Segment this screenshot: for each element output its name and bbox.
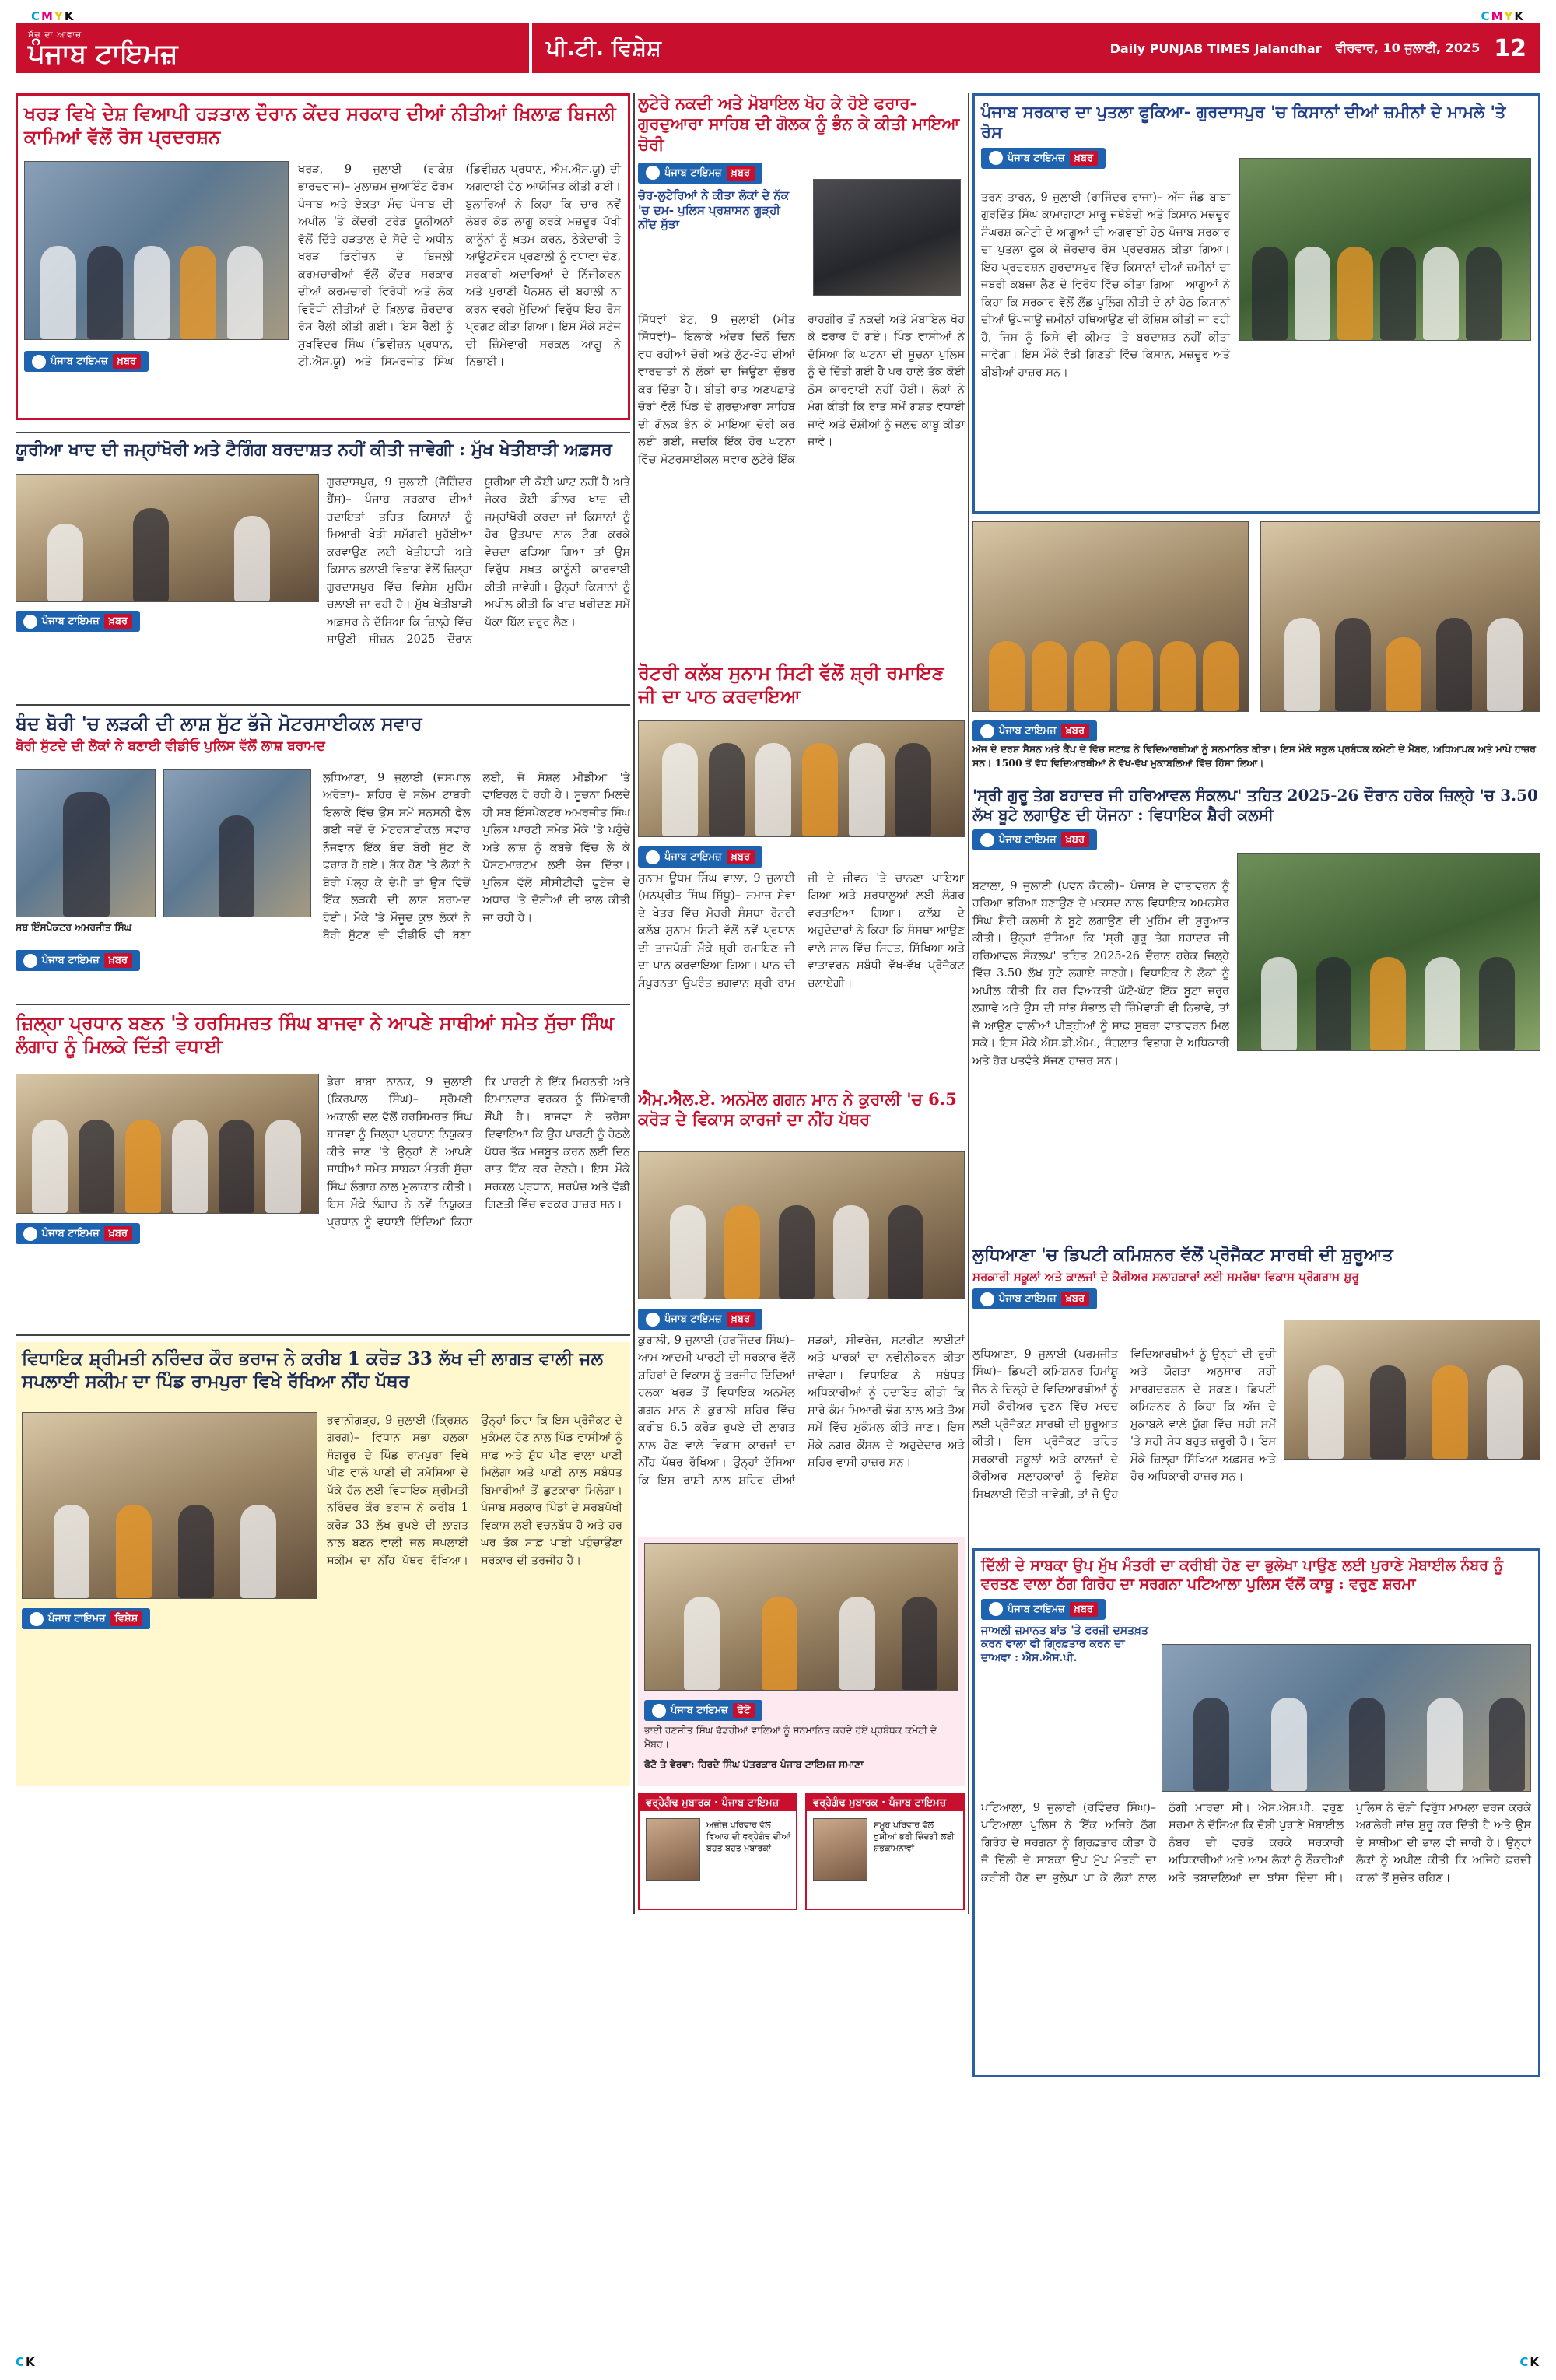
headline: ਦਿੱਲੀ ਦੇ ਸਾਬਕਾ ਉਪ ਮੁੱਖ ਮੰਤਰੀ ਦਾ ਕਰੀਬੀ ਹੋਣ ਦਾ ਭੁਲੇਖਾ ਪਾਉਣ ਲਈ ਪੁਰਾਣੇ ਮੋਬਾਈਲ ਨੰਬਰ ਨੂੰ ਵਰਤਣ ਵਾਲਾ ਠੱਗ ਗਿਰੋਹ ਦਾ ਸਰਗਨਾ ਪਟਿਆਲਾ ਪੁਲਿਸ ਵੱਲੋਂ ਕਾਬੂ : ਵਰੁਣ ਸ਼ਰਮਾ <box>981 1557 1504 1593</box>
article-body: ਪਟਿਆਲਾ, 9 ਜੁਲਾਈ (ਰਵਿੰਦਰ ਸਿੰਘ)– ਪਟਿਆਲਾ ਪੁਲਿਸ ਨੇ ਇੱਕ ਅਜਿਹੇ ਠੱਗ ਗਿਰੋਹ ਦੇ ਸਰਗਨਾ ਨੂੰ ਗ੍ਰਿਫ਼ਤਾਰ ਕੀਤਾ ਹੈ ਜੋ ਦਿੱਲੀ ਦੇ ਸਾਬਕਾ ਉਪ ਮੁੱਖ ਮੰਤਰੀ ਦਾ ਕਰੀਬੀ ਹੋਣ ਦਾ ਭੁਲੇਖਾ ਪਾ ਕੇ ਲੋਕਾਂ ਨਾਲ ਠੱਗੀ ਮਾਰਦਾ ਸੀ। ਐਸ.ਐਸ.ਪੀ. ਵਰੁਣ ਸ਼ਰਮਾ ਨੇ ਦੱਸਿਆ ਕਿ ਦੋਸ਼ੀ ਪੁਰਾਣੇ ਮੋਬਾਈਲ ਨੰਬਰ ਦੀ ਵਰਤੋਂ ਕਰਕੇ ਸਰਕਾਰੀ ਅਧਿਕਾਰੀਆਂ ਅਤੇ ਆਮ ਲੋਕਾਂ ਨੂੰ ਨੌਕਰੀਆਂ ਅਤੇ ਤਬਾਦਲਿਆਂ ਦਾ ਝਾਂਸਾ ਦਿੰਦਾ ਸੀ। ਪੁਲਿਸ ਨੇ ਦੋਸ਼ੀ ਵਿਰੁੱਧ ਮਾਮਲਾ ਦਰਜ ਕਰਕੇ ਅਗਲੇਰੀ ਜਾਂਚ ਸ਼ੁਰੂ ਕਰ ਦਿੱਤੀ ਹੈ ਅਤੇ ਉਸ ਦੇ ਸਾਥੀਆਂ ਦੀ ਭਾਲ ਵੀ ਜਾਰੀ ਹੈ। ਉਨ੍ਹਾਂ ਲੋਕਾਂ ਨੂੰ ਅਪੀਲ ਕੀਤੀ ਕਿ ਅਜਿਹੇ ਫ਼ਰਜ਼ੀ ਕਾਲਾਂ ਤੋਂ ਸੁਚੇਤ ਰਹਿਣ। <box>981 1802 1531 1884</box>
article-body: ਗੁਰਦਾਸਪੁਰ, 9 ਜੁਲਾਈ (ਜੋਗਿੰਦਰ ਬੈਂਸ)– ਪੰਜਾਬ ਸਰਕਾਰ ਦੀਆਂ ਹਦਾਇਤਾਂ ਤਹਿਤ ਕਿਸਾਨਾਂ ਨੂੰ ਮਿਆਰੀ ਖੇਤੀ ਸਮੱਗਰੀ ਮੁਹੱਈਆ ਕਰਵਾਉਣ ਲਈ ਖੇਤੀਬਾੜੀ ਅਤੇ ਕਿਸਾਨ ਭਲਾਈ ਵਿਭਾਗ ਵੱਲੋਂ ਜ਼ਿਲ੍ਹਾ ਗੁਰਦਾਸਪੁਰ ਵਿੱਚ ਵਿਸ਼ੇਸ਼ ਮੁਹਿੰਮ ਚਲਾਈ ਜਾ ਰਹੀ ਹੈ। ਮੁੱਖ ਖੇਤੀਬਾੜੀ ਅਫ਼ਸਰ ਨੇ ਦੱਸਿਆ ਕਿ ਜ਼ਿਲ੍ਹੇ ਵਿੱਚ ਸਾਉਣੀ ਸੀਜ਼ਨ 2025 ਦੌਰਾਨ ਯੂਰੀਆ ਦੀ ਕੋਈ ਘਾਟ ਨਹੀਂ ਹੈ ਅਤੇ ਜੇਕਰ ਕੋਈ ਡੀਲਰ ਖਾਦ ਦੀ ਜਮ੍ਹਾਂਖੋਰੀ ਕਰਦਾ ਜਾਂ ਕਿਸਾਨਾਂ ਨੂੰ ਹੋਰ ਉਤਪਾਦ ਨਾਲ ਟੈਗ ਕਰਕੇ ਵੇਚਦਾ ਫੜਿਆ ਗਿਆ ਤਾਂ ਉਸ ਵਿਰੁੱਧ ਸਖ਼ਤ ਕਾਨੂੰਨੀ ਕਾਰਵਾਈ ਕੀਤੀ ਜਾਵੇਗੀ। ਉਨ੍ਹਾਂ ਕਿਸਾਨਾਂ ਨੂੰ ਅਪੀਲ ਕੀਤੀ ਕਿ ਖਾਦ ਖਰੀਦਣ ਸਮੇਂ ਪੱਕਾ ਬਿੱਲ ਜ਼ਰੂਰ ਲੈਣ। <box>327 476 630 647</box>
article-water-scheme <box>16 1342 630 1786</box>
photo-sub-inspector <box>16 769 156 917</box>
headline: ਜ਼ਿਲ੍ਹਾ ਪ੍ਰਧਾਨ ਬਣਨ 'ਤੇ ਹਰਸਿਮਰਤ ਸਿੰਘ ਬਾਜਵਾ ਨੇ ਆਪਣੇ ਸਾਥੀਆਂ ਸਮੇਤ ਸੁੱਚਾ ਸਿੰਘ ਲੰਗਾਹ ਨੂੰ ਮਿਲਕੇ ਦਿੱਤੀ ਵਧਾਈ <box>16 1011 614 1057</box>
photo-students-award <box>1260 521 1540 712</box>
article-tree-plantation <box>972 786 1540 1237</box>
byline: ਪੰਜਾਬ ਟਾਇਮਜ਼ ਖ਼ਬਰ <box>981 148 1106 169</box>
edition-meta <box>1110 35 1526 62</box>
photo-tree-planting <box>1237 853 1540 1051</box>
brand-icon <box>980 724 994 738</box>
brand-icon <box>989 151 1003 165</box>
byline: ਪੰਜਾਬ ਟਾਇਮਜ਼ ਖ਼ਬਰ <box>972 829 1097 850</box>
issue-date: ਵੀਰਵਾਰ, 10 ਜੁਲਾਈ, 2025 <box>1335 40 1481 55</box>
article-gurbani <box>638 1537 965 1786</box>
brand-icon <box>23 615 37 629</box>
subhead: ਸਰਕਾਰੀ ਸਕੂਲਾਂ ਅਤੇ ਕਾਲਜਾਂ ਦੇ ਕੈਰੀਅਰ ਸਲਾਹਕਾਰਾਂ ਲਈ ਸਮਰੱਥਾ ਵਿਕਾਸ ਪ੍ਰੋਗਰਾਮ ਸ਼ੁਰੂ <box>972 1269 1359 1284</box>
article-effigy <box>972 93 1540 514</box>
section-bar <box>529 23 1540 73</box>
byline: ਪੰਜਾਬ ਟਾਇਮਜ਼ ਖ਼ਬਰ <box>16 950 140 971</box>
section-title: ਪੀ.ਟੀ. ਵਿਸ਼ੇਸ਼ <box>546 35 661 61</box>
article-body: ਖਰੜ, 9 ਜੁਲਾਈ (ਰਾਕੇਸ਼ ਭਾਰਦਵਾਜ)– ਮੁਲਾਜ਼ਮ ਜੁਆਇੰਟ ਫੋਰਮ ਪੰਜਾਬ ਅਤੇ ਏਕਤਾ ਮੰਚ ਪੰਜਾਬ ਦੀ ਅਪੀਲ 'ਤੇ ਕੇਂਦਰੀ ਟਰੇਡ ਯੂਨੀਅਨਾਂ ਵੱਲੋਂ ਦਿੱਤੇ ਹੜਤਾਲ ਦੇ ਸੱਦੇ ਦੇ ਅਧੀਨ ਖਰੜ ਡਿਵੀਜ਼ਨ ਦੇ ਬਿਜਲੀ ਕਰਮਚਾਰੀਆਂ ਵੱਲੋਂ ਕੇਂਦਰ ਸਰਕਾਰ ਦੀਆਂ ਕਰਮਚਾਰੀ ਵਿਰੋਧੀ ਅਤੇ ਲੋਕ ਵਿਰੋਧੀ ਨੀਤੀਆਂ ਦੇ ਖ਼ਿਲਾਫ਼ ਜ਼ੋਰਦਾਰ ਰੋਸ ਰੈਲੀ ਕੀਤੀ ਗਈ। ਇਸ ਰੈਲੀ ਨੂੰ ਸੁਖਵਿੰਦਰ ਸਿੰਘ (ਡਿਵੀਜ਼ਨ ਪ੍ਰਧਾਨ, ਟੀ.ਐਸ.ਯੂ) ਅਤੇ ਸਿਮਰਜੀਤ ਸਿੰਘ (ਡਿਵੀਜ਼ਨ ਪ੍ਰਧਾਨ, ਐਮ.ਐਸ.ਯੂ) ਦੀ ਅਗਵਾਈ ਹੇਠ ਆਯੋਜਿਤ ਕੀਤੀ ਗਈ। ਬੁਲਾਰਿਆਂ ਨੇ ਕਿਹਾ ਕਿ ਚਾਰ ਨਵੇਂ ਲੇਬਰ ਕੋਡ ਲਾਗੂ ਕਰਕੇ ਮਜ਼ਦੂਰ ਪੱਖੀ ਕਾਨੂੰਨਾਂ ਨੂੰ ਖ਼ਤਮ ਕਰਨ, ਠੇਕੇਦਾਰੀ ਤੇ ਆਊਟਸੋਰਸ ਪ੍ਰਣਾਲੀ ਨੂੰ ਵਧਾਵਾ ਦੇਣ, ਸਰਕਾਰੀ ਅਦਾਰਿਆਂ ਦੇ ਨਿੱਜੀਕਰਨ ਅਤੇ ਪੁਰਾਣੀ ਪੈਨਸ਼ਨ ਦੀ ਬਹਾਲੀ ਨਾ ਕਰਨ ਵਰਗੇ ਮੁੱਦਿਆਂ ਵਿਰੁੱਧ ਇਹ ਰੋਸ ਪ੍ਰਗਟ ਕੀਤਾ ਗਿਆ। ਇਸ ਮੌਕੇ ਸਟੇਜ ਦੀ ਜ਼ਿੰਮੇਵਾਰੀ ਸਰਕਲ ਆਗੂ ਨੇ ਨਿਭਾਈ। <box>298 163 621 369</box>
brand-icon <box>980 1292 994 1306</box>
brand-icon <box>646 1313 660 1327</box>
headline: ਰੋਟਰੀ ਕਲੱਬ ਸੁਨਾਮ ਸਿਟੀ ਵੱਲੋਂ ਸ਼੍ਰੀ ਰਮਾਇਣ ਜੀ ਦਾ ਪਾਠ ਕਰਵਾਇਆ <box>638 661 944 707</box>
article-saarthi <box>972 1245 1540 1541</box>
brand-icon <box>980 833 994 847</box>
byline: ਪੰਜਾਬ ਟਾਇਮਜ਼ ਵਿਸ਼ੇਸ਼ <box>22 1608 150 1629</box>
article-power-protest <box>16 93 630 420</box>
headline: ਲੁਧਿਆਣਾ 'ਚ ਡਿਪਟੀ ਕਮਿਸ਼ਨਰ ਵੱਲੋਂ ਪ੍ਰੋਜੈਕਟ ਸਾਰਥੀ ਦੀ ਸ਼ੁਰੂਆਤ <box>972 1245 1393 1265</box>
article-body: ਬਟਾਲਾ, 9 ਜੁਲਾਈ (ਪਵਨ ਕੋਹਲੀ)– ਪੰਜਾਬ ਦੇ ਵਾਤਾਵਰਨ ਨੂੰ ਹਰਿਆ ਭਰਿਆ ਬਣਾਉਣ ਦੇ ਮਕਸਦ ਨਾਲ ਵਿਧਾਇਕ ਅਮਨਸ਼ੇਰ ਸਿੰਘ ਸ਼ੈਰੀ ਕਲਸੀ ਨੇ ਬੂਟੇ ਲਗਾਉਣ ਦੀ ਮੁਹਿੰਮ ਦੀ ਸ਼ੁਰੂਆਤ ਕੀਤੀ। ਉਨ੍ਹਾਂ ਦੱਸਿਆ ਕਿ 'ਸ੍ਰੀ ਗੁਰੂ ਤੇਗ ਬਹਾਦਰ ਜੀ ਹਰਿਆਵਲ ਸੰਕਲਪ' ਤਹਿਤ 2025-26 ਦੌਰਾਨ ਹਰੇਕ ਜ਼ਿਲ੍ਹੇ ਵਿੱਚ 3.50 ਲੱਖ ਬੂਟੇ ਲਗਾਏ ਜਾਣਗੇ। ਵਿਧਾਇਕ ਨੇ ਲੋਕਾਂ ਨੂੰ ਅਪੀਲ ਕੀਤੀ ਕਿ ਹਰ ਵਿਅਕਤੀ ਘੱਟੋ-ਘੱਟ ਇੱਕ ਬੂਟਾ ਜ਼ਰੂਰ ਲਗਾਵੇ ਅਤੇ ਉਸ ਦੀ ਸਾਂਭ ਸੰਭਾਲ ਦੀ ਜ਼ਿੰਮੇਵਾਰੀ ਵੀ ਨਿਭਾਵੇ, ਤਾਂ ਜੋ ਆਉਣ ਵਾਲੀਆਂ ਪੀੜ੍ਹੀਆਂ ਨੂੰ ਸਾਫ਼ ਸੁਥਰਾ ਵਾਤਾਵਰਨ ਮਿਲ ਸਕੇ। ਇਸ ਮੌਕੇ ਐਸ.ਡੀ.ਐਮ., ਜੰਗਲਾਤ ਵਿਭਾਗ ਦੇ ਅਧਿਕਾਰੀ ਅਤੇ ਹੋਰ ਪਤਵੰਤੇ ਸੱਜਣ ਹਾਜ਼ਰ ਸਨ। <box>972 880 1229 1067</box>
subhead: ਬੋਰੀ ਸੁੱਟਦੇ ਦੀ ਲੋਕਾਂ ਨੇ ਬਣਾਈ ਵੀਡੀਓ ਪੁਲਿਸ ਵੱਲੋਂ ਲਾਸ਼ ਬਰਾਮਦ <box>16 738 325 754</box>
logo-name: ਪੰਜਾਬ ਟਾਇਮਜ਼ <box>28 38 178 69</box>
byline: ਪੰਜਾਬ ਟਾਇਮਜ਼ ਖ਼ਬਰ <box>972 720 1097 741</box>
cmyk-mark-top-left: CMYK <box>31 9 75 23</box>
photo-motorcycle <box>163 769 311 917</box>
photo-saarthi-launch <box>1284 1320 1540 1460</box>
article-cm-fraud <box>972 1548 1540 2077</box>
article-body: ਲੁਧਿਆਣਾ, 9 ਜੁਲਾਈ (ਪਰਮਜੀਤ ਸਿੰਘ)– ਡਿਪਟੀ ਕਮਿਸ਼ਨਰ ਹਿਮਾਂਸ਼ੂ ਜੈਨ ਨੇ ਜ਼ਿਲ੍ਹੇ ਦੇ ਵਿਦਿਆਰਥੀਆਂ ਨੂੰ ਸਹੀ ਕੈਰੀਅਰ ਚੁਣਨ ਵਿੱਚ ਮਦਦ ਲਈ ਪ੍ਰੋਜੈਕਟ ਸਾਰਥੀ ਦੀ ਸ਼ੁਰੂਆਤ ਕੀਤੀ। ਇਸ ਪ੍ਰੋਜੈਕਟ ਤਹਿਤ ਸਰਕਾਰੀ ਸਕੂਲਾਂ ਅਤੇ ਕਾਲਜਾਂ ਦੇ ਕੈਰੀਅਰ ਸਲਾਹਕਾਰਾਂ ਨੂੰ ਵਿਸ਼ੇਸ਼ ਸਿਖਲਾਈ ਦਿੱਤੀ ਜਾਵੇਗੀ, ਤਾਂ ਜੋ ਉਹ ਵਿਦਿਆਰਥੀਆਂ ਨੂੰ ਉਨ੍ਹਾਂ ਦੀ ਰੁਚੀ ਅਤੇ ਯੋਗਤਾ ਅਨੁਸਾਰ ਸਹੀ ਮਾਰਗਦਰਸ਼ਨ ਦੇ ਸਕਣ। ਡਿਪਟੀ ਕਮਿਸ਼ਨਰ ਨੇ ਕਿਹਾ ਕਿ ਅੱਜ ਦੇ ਮੁਕਾਬਲੇ ਵਾਲੇ ਯੁੱਗ ਵਿੱਚ ਸਹੀ ਸਮੇਂ 'ਤੇ ਸਹੀ ਸੇਧ ਬਹੁਤ ਜ਼ਰੂਰੀ ਹੈ। ਇਸ ਮੌਕੇ ਜ਼ਿਲ੍ਹਾ ਸਿੱਖਿਆ ਅਫ਼ਸਰ ਅਤੇ ਹੋਰ ਅਧਿਕਾਰੀ ਹਾਜ਼ਰ ਸਨ। <box>972 1348 1276 1501</box>
brand-icon <box>652 1704 666 1718</box>
brand-icon <box>646 166 660 180</box>
congrats-ad-1 <box>638 1793 797 1910</box>
photo-credit: ਫੋਟੋ ਤੇ ਵੇਰਵਾ: ਹਿਰਦੇ ਸਿੰਘ ਪੱਤਰਕਾਰ ਪੰਜਾਬ ਟਾਇਮਜ਼ ਸਮਾਣਾ <box>644 1758 864 1770</box>
photo-effigy-protest <box>1239 158 1531 341</box>
brand-icon <box>23 954 37 968</box>
congrats-text: ਅਜ਼ੀਜ਼ ਪਰਿਵਾਰ ਵੱਲੋਂ ਵਿਆਹ ਦੀ ਵਰ੍ਹੇਗੰਢ ਦੀਆਂ ਬਹੁਤ ਬਹੁਤ ਮੁਬਾਰਕਾਂ <box>706 1820 791 1853</box>
subhead: ਚੋਰ-ਲੁਟੇਰਿਆਂ ਨੇ ਕੀਤਾ ਲੋਕਾਂ ਦੇ ਨੱਕ 'ਚ ਦਮ- ਪੁਲਿਸ ਪ੍ਰਸ਼ਾਸਨ ਗੂੜ੍ਹੀ ਨੀਂਦ ਸੁੱਤਾ <box>638 188 790 232</box>
byline: ਪੰਜਾਬ ਟਾਇਮਜ਼ ਖ਼ਬਰ <box>638 846 762 868</box>
byline: ਪੰਜਾਬ ਟਾਇਮਜ਼ ਖ਼ਬਰ <box>16 611 140 632</box>
byline: ਪੰਜਾਬ ਟਾਇਮਜ਼ ਖ਼ਬਰ <box>972 1288 1097 1309</box>
brand-icon <box>30 1612 44 1626</box>
congrats-text: ਸਮੂਹ ਪਰਿਵਾਰ ਵੱਲੋਂ ਖੁਸ਼ੀਆਂ ਭਰੀ ਜ਼ਿੰਦਗੀ ਲਈ ਸ਼ੁਭਕਾਮਨਾਵਾਂ <box>874 1820 955 1853</box>
photo-foundation-stone <box>638 1151 965 1299</box>
article-body-found <box>16 712 630 996</box>
article-body: ਲੁਧਿਆਣਾ, 9 ਜੁਲਾਈ (ਜਸਪਾਲ ਅਰੋੜਾ)– ਸ਼ਹਿਰ ਦੇ ਸਲੇਮ ਟਾਬਰੀ ਇਲਾਕੇ ਵਿੱਚ ਉਸ ਸਮੇਂ ਸਨਸਨੀ ਫੈਲ ਗਈ ਜਦੋਂ ਦੋ ਮੋਟਰਸਾਈਕਲ ਸਵਾਰ ਨੌਜਵਾਨ ਇੱਕ ਬੰਦ ਬੋਰੀ ਸੁੱਟ ਕੇ ਫਰਾਰ ਹੋ ਗਏ। ਸ਼ੱਕ ਹੋਣ 'ਤੇ ਲੋਕਾਂ ਨੇ ਬੋਰੀ ਖੋਲ੍ਹ ਕੇ ਦੇਖੀ ਤਾਂ ਉਸ ਵਿੱਚੋਂ ਇੱਕ ਲੜਕੀ ਦੀ ਲਾਸ਼ ਬਰਾਮਦ ਹੋਈ। ਮੌਕੇ 'ਤੇ ਮੌਜੂਦ ਕੁਝ ਲੋਕਾਂ ਨੇ ਬੋਰੀ ਸੁੱਟਣ ਦੀ ਵੀਡੀਓ ਵੀ ਬਣਾ ਲਈ, ਜੋ ਸੋਸ਼ਲ ਮੀਡੀਆ 'ਤੇ ਵਾਇਰਲ ਹੋ ਰਹੀ ਹੈ। ਸੂਚਨਾ ਮਿਲਦੇ ਹੀ ਸਬ ਇੰਸਪੈਕਟਰ ਅਮਰਜੀਤ ਸਿੰਘ ਪੁਲਿਸ ਪਾਰਟੀ ਸਮੇਤ ਮੌਕੇ 'ਤੇ ਪਹੁੰਚੇ ਅਤੇ ਲਾਸ਼ ਨੂੰ ਕਬਜ਼ੇ ਵਿੱਚ ਲੈ ਕੇ ਪੋਸਟਮਾਰਟਮ ਲਈ ਭੇਜ ਦਿੱਤਾ। ਪੁਲਿਸ ਵੱਲੋਂ ਸੀਸੀਟੀਵੀ ਫੁਟੇਜ ਦੇ ਅਧਾਰ 'ਤੇ ਦੋਸ਼ੀਆਂ ਦੀ ਭਾਲ ਕੀਤੀ ਜਾ ਰਹੀ ਹੈ। <box>323 772 630 942</box>
byline: ਪੰਜਾਬ ਟਾਇਮਜ਼ ਫੋਟੋ <box>644 1700 762 1721</box>
article-bajwa <box>16 1011 630 1323</box>
byline: ਪੰਜਾਬ ਟਾਇਮਜ਼ ਖ਼ਬਰ <box>16 1223 140 1244</box>
headline: ਖਰੜ ਵਿਖੇ ਦੇਸ਼ ਵਿਆਪੀ ਹੜਤਾਲ ਦੌਰਾਨ ਕੇਂਦਰ ਸਰਕਾਰ ਦੀਆਂ ਨੀਤੀਆਂ ਖ਼ਿਲਾਫ਼ ਬਿਜਲੀ ਕਾਮਿਆਂ ਵੱਲੋਂ ਰੋਸ ਪ੍ਰਦਰਸ਼ਨ <box>24 102 616 148</box>
footer-print-marks: CK CK <box>16 2355 1540 2369</box>
photo-police-press <box>1162 1644 1531 1792</box>
article-students <box>972 521 1540 778</box>
article-body: ਕੁਰਾਲੀ, 9 ਜੁਲਾਈ (ਹਰਜਿੰਦਰ ਸਿੰਘ)– ਆਮ ਆਦਮੀ ਪਾਰਟੀ ਦੀ ਸਰਕਾਰ ਵੱਲੋਂ ਸ਼ਹਿਰਾਂ ਦੇ ਵਿਕਾਸ ਨੂੰ ਤਰਜੀਹ ਦਿੰਦਿਆਂ ਹਲਕਾ ਖਰੜ ਤੋਂ ਵਿਧਾਇਕ ਅਨਮੋਲ ਗਗਨ ਮਾਨ ਨੇ ਕੁਰਾਲੀ ਸ਼ਹਿਰ ਵਿੱਚ ਕਰੀਬ 6.5 ਕਰੋੜ ਰੁਪਏ ਦੀ ਲਾਗਤ ਨਾਲ ਹੋਣ ਵਾਲੇ ਵਿਕਾਸ ਕਾਰਜਾਂ ਦਾ ਨੀਂਹ ਪੱਥਰ ਰੱਖਿਆ। ਉਨ੍ਹਾਂ ਦੱਸਿਆ ਕਿ ਇਸ ਰਾਸ਼ੀ ਨਾਲ ਸ਼ਹਿਰ ਦੀਆਂ ਸੜਕਾਂ, ਸੀਵਰੇਜ, ਸਟਰੀਟ ਲਾਈਟਾਂ ਅਤੇ ਪਾਰਕਾਂ ਦਾ ਨਵੀਨੀਕਰਨ ਕੀਤਾ ਜਾਵੇਗਾ। ਵਿਧਾਇਕ ਨੇ ਸਬੰਧਤ ਅਧਿਕਾਰੀਆਂ ਨੂੰ ਹਦਾਇਤ ਕੀਤੀ ਕਿ ਸਾਰੇ ਕੰਮ ਮਿਆਰੀ ਢੰਗ ਨਾਲ ਅਤੇ ਤੈਅ ਸਮੇਂ ਵਿੱਚ ਮੁਕੰਮਲ ਕੀਤੇ ਜਾਣ। ਇਸ ਮੌਕੇ ਨਗਰ ਕੌਂਸਲ ਦੇ ਅਹੁਦੇਦਾਰ ਅਤੇ ਸ਼ਹਿਰ ਵਾਸੀ ਹਾਜ਼ਰ ਸਨ। <box>638 1334 965 1487</box>
article-body: ਸੁਨਾਮ ਊਧਮ ਸਿੰਘ ਵਾਲਾ, 9 ਜੁਲਾਈ (ਮਨਪ੍ਰੀਤ ਸਿੰਘ ਸਿੱਧੂ)– ਸਮਾਜ ਸੇਵਾ ਦੇ ਖੇਤਰ ਵਿੱਚ ਮੋਹਰੀ ਸੰਸਥਾ ਰੋਟਰੀ ਕਲੱਬ ਸੁਨਾਮ ਸਿਟੀ ਵੱਲੋਂ ਨਵੇਂ ਪ੍ਰਧਾਨ ਦੀ ਤਾਜਪੋਸ਼ੀ ਮੌਕੇ ਸ਼੍ਰੀ ਰਮਾਇਣ ਜੀ ਦਾ ਪਾਠ ਕਰਵਾਇਆ ਗਿਆ। ਪਾਠ ਦੀ ਸੰਪੂਰਨਤਾ ਉਪਰੰਤ ਭਗਵਾਨ ਸ਼੍ਰੀ ਰਾਮ ਜੀ ਦੇ ਜੀਵਨ 'ਤੇ ਚਾਨਣਾ ਪਾਇਆ ਗਿਆ ਅਤੇ ਸ਼ਰਧਾਲੂਆਂ ਲਈ ਲੰਗਰ ਵਰਤਾਇਆ ਗਿਆ। ਕਲੱਬ ਦੇ ਅਹੁਦੇਦਾਰਾਂ ਨੇ ਕਿਹਾ ਕਿ ਸੰਸਥਾ ਆਉਣ ਵਾਲੇ ਸਾਲ ਵਿੱਚ ਸਿਹਤ, ਸਿੱਖਿਆ ਅਤੇ ਵਾਤਾਵਰਨ ਸਬੰਧੀ ਵੱਖ-ਵੱਖ ਪ੍ਰੋਜੈਕਟ ਚਲਾਏਗੀ। <box>638 872 965 990</box>
byline: ਪੰਜਾਬ ਟਾਇਮਜ਼ ਖ਼ਬਰ <box>638 163 762 184</box>
photo-honour-ceremony <box>644 1543 958 1691</box>
page-number: 12 <box>1494 34 1526 62</box>
congrats-header: ਵਰ੍ਹੇਗੰਢ ਮੁਬਾਰਕ · ਪੰਜਾਬ ਟਾਇਮਜ਼ <box>640 1795 796 1811</box>
congrats-header: ਵਰ੍ਹੇਗੰਢ ਮੁਬਾਰਕ · ਪੰਜਾਬ ਟਾਇਮਜ਼ <box>807 1795 963 1811</box>
article-urea <box>16 440 630 700</box>
headline: 'ਸ੍ਰੀ ਗੁਰੂ ਤੇਗ ਬਹਾਦਰ ਜੀ ਹਰਿਆਵਲ ਸੰਕਲਪ' ਤਹਿਤ 2025-26 ਦੌਰਾਨ ਹਰੇਕ ਜ਼ਿਲ੍ਹੇ 'ਚ 3.50 ਲੱਖ ਬੂਟੇ ਲਗਾਉਣ ਦੀ ਯੋਜਨਾ : ਵਿਧਾਇਕ ਸ਼ੈਰੀ ਕਲਸੀ <box>972 786 1538 824</box>
brand-icon <box>23 1227 37 1241</box>
headline: ਐਮ.ਐਲ.ਏ. ਅਨਮੋਲ ਗਗਨ ਮਾਨ ਨੇ ਕੁਰਾਲੀ 'ਚ 6.5 ਕਰੋੜ ਦੇ ਵਿਕਾਸ ਕਾਰਜਾਂ ਦਾ ਨੀਂਹ ਪੱਥਰ <box>638 1089 957 1130</box>
headline: ਬੰਦ ਬੋਰੀ 'ਚ ਲੜਕੀ ਦੀ ਲਾਸ਼ ਸੁੱਟ ਭੱਜੇ ਮੋਟਰਸਾਈਕਲ ਸਵਾਰ <box>16 712 422 734</box>
newspaper-logo <box>16 23 529 73</box>
article-kurali <box>638 1089 965 1525</box>
photo-caption: ਅੱਜ ਦੇ ਦਰਸ਼ ਸੈਸ਼ਨ ਅਤੇ ਕੈਂਪ ਦੇ ਵਿੱਚ ਸਟਾਫ਼ ਨੇ ਵਿਦਿਆਰਥੀਆਂ ਨੂੰ ਸਨਮਾਨਿਤ ਕੀਤਾ। ਇਸ ਮੌਕੇ ਸਕੂਲ ਪ੍ਰਬੰਧਕ ਕਮੇਟੀ ਦੇ ਮੈਂਬਰ, ਅਧਿਆਪਕ ਅਤੇ ਮਾਪੇ ਹਾਜ਼ਰ ਸਨ। 1500 ਤੋਂ ਵੱਧ ਵਿਦਿਆਰਥੀਆਂ ਨੇ ਵੱਖ-ਵੱਖ ਮੁਕਾਬਲਿਆਂ ਵਿੱਚ ਹਿੱਸਾ ਲਿਆ। <box>972 743 1537 769</box>
paper-name: Daily PUNJAB TIMES Jalandhar <box>1109 40 1322 56</box>
masthead <box>16 23 1540 73</box>
headline: ਵਿਧਾਇਕ ਸ਼੍ਰੀਮਤੀ ਨਰਿੰਦਰ ਕੌਰ ਭਰਾਜ ਨੇ ਕਰੀਬ 1 ਕਰੋੜ 33 ਲੱਖ ਦੀ ਲਾਗਤ ਵਾਲੀ ਜਲ ਸਪਲਾਈ ਸਕੀਮ ਦਾ ਪਿੰਡ ਰਾਮਪੁਰਾ ਵਿਖੇ ਰੱਖਿਆ ਨੀਂਹ ਪੱਥਰ <box>22 1348 604 1392</box>
article-body: ਭਵਾਨੀਗੜ੍ਹ, 9 ਜੁਲਾਈ (ਕ੍ਰਿਸ਼ਨ ਗਰਗ)– ਵਿਧਾਨ ਸਭਾ ਹਲਕਾ ਸੰਗਰੂਰ ਦੇ ਪਿੰਡ ਰਾਮਪੁਰਾ ਵਿਖੇ ਪੀਣ ਵਾਲੇ ਪਾਣੀ ਦੀ ਸਮੱਸਿਆ ਦੇ ਪੱਕੇ ਹੱਲ ਲਈ ਵਿਧਾਇਕ ਸ਼੍ਰੀਮਤੀ ਨਰਿੰਦਰ ਕੌਰ ਭਰਾਜ ਨੇ ਕਰੀਬ 1 ਕਰੋੜ 33 ਲੱਖ ਰੁਪਏ ਦੀ ਲਾਗਤ ਨਾਲ ਬਣਨ ਵਾਲੀ ਜਲ ਸਪਲਾਈ ਸਕੀਮ ਦਾ ਨੀਂਹ ਪੱਥਰ ਰੱਖਿਆ। ਉਨ੍ਹਾਂ ਕਿਹਾ ਕਿ ਇਸ ਪ੍ਰੋਜੈਕਟ ਦੇ ਮੁਕੰਮਲ ਹੋਣ ਨਾਲ ਪਿੰਡ ਵਾਸੀਆਂ ਨੂੰ ਸਾਫ਼ ਅਤੇ ਸ਼ੁੱਧ ਪੀਣ ਵਾਲਾ ਪਾਣੀ ਮਿਲੇਗਾ ਅਤੇ ਪਾਣੀ ਨਾਲ ਸਬੰਧਤ ਬਿਮਾਰੀਆਂ ਤੋਂ ਛੁਟਕਾਰਾ ਮਿਲੇਗਾ। ਪੰਜਾਬ ਸਰਕਾਰ ਪਿੰਡਾਂ ਦੇ ਸਰਬਪੱਖੀ ਵਿਕਾਸ ਲਈ ਵਚਨਬੱਧ ਹੈ ਅਤੇ ਹਰ ਘਰ ਤੱਕ ਸਾਫ਼ ਪਾਣੀ ਪਹੁੰਚਾਉਣਾ ਸਰਕਾਰ ਦੀ ਤਰਜੀਹ ਹੈ। <box>327 1414 622 1567</box>
photo-gurdwara-golak <box>813 179 961 296</box>
photo-rotary-club <box>638 720 965 837</box>
article-body: ਸਿੱਧਵਾਂ ਬੇਟ, 9 ਜੁਲਾਈ (ਮੀਤ ਸਿੱਧਵਾਂ)– ਇਲਾਕੇ ਅੰਦਰ ਦਿਨੋਂ ਦਿਨ ਵਧ ਰਹੀਆਂ ਚੋਰੀ ਅਤੇ ਲੁੱਟ-ਖੋਹ ਦੀਆਂ ਵਾਰਦਾਤਾਂ ਨੇ ਲੋਕਾਂ ਦਾ ਜਿਊਣਾ ਦੁੱਭਰ ਕਰ ਦਿੱਤਾ ਹੈ। ਬੀਤੀ ਰਾਤ ਅਣਪਛਾਤੇ ਚੋਰਾਂ ਵੱਲੋਂ ਪਿੰਡ ਦੇ ਗੁਰਦੁਆਰਾ ਸਾਹਿਬ ਦੀ ਗੋਲਕ ਭੰਨ ਕੇ ਮਾਇਆ ਚੋਰੀ ਕਰ ਲਈ ਗਈ, ਜਦਕਿ ਇੱਕ ਹੋਰ ਘਟਨਾ ਵਿੱਚ ਮੋਟਰਸਾਈਕਲ ਸਵਾਰ ਲੁਟੇਰੇ ਇੱਕ ਰਾਹਗੀਰ ਤੋਂ ਨਕਦੀ ਅਤੇ ਮੋਬਾਇਲ ਖੋਹ ਕੇ ਫਰਾਰ ਹੋ ਗਏ। ਪਿੰਡ ਵਾਸੀਆਂ ਨੇ ਦੱਸਿਆ ਕਿ ਘਟਨਾ ਦੀ ਸੂਚਨਾ ਪੁਲਿਸ ਨੂੰ ਦੇ ਦਿੱਤੀ ਗਈ ਹੈ ਪਰ ਹਾਲੇ ਤੱਕ ਕੋਈ ਠੋਸ ਕਾਰਵਾਈ ਨਹੀਂ ਹੋਈ। ਲੋਕਾਂ ਨੇ ਮੰਗ ਕੀਤੀ ਕਿ ਰਾਤ ਸਮੇਂ ਗਸ਼ਤ ਵਧਾਈ ਜਾਵੇ ਅਤੇ ਦੋਸ਼ੀਆਂ ਨੂੰ ਜਲਦ ਕਾਬੂ ਕੀਤਾ ਜਾਵੇ। <box>638 314 965 466</box>
photo-protest <box>24 161 289 340</box>
photo-langah-meeting <box>16 1074 319 1214</box>
photo-caption: ਭਾਈ ਰਣਜੀਤ ਸਿੰਘ ਢੱਡਰੀਆਂ ਵਾਲਿਆਂ ਨੂੰ ਸਨਮਾਨਿਤ ਕਰਦੇ ਹੋਏ ਪ੍ਰਬੰਧਕ ਕਮੇਟੀ ਦੇ ਮੈਂਬਰ। <box>644 1724 937 1750</box>
avatar <box>646 1818 700 1881</box>
byline: ਪੰਜਾਬ ਟਾਇਮਜ਼ ਖ਼ਬਰ <box>24 351 149 372</box>
brand-icon <box>989 1602 1003 1616</box>
article-ramayan <box>638 661 965 1081</box>
avatar <box>813 1818 867 1881</box>
byline: ਪੰਜਾਬ ਟਾਇਮਜ਼ ਖ਼ਬਰ <box>638 1309 762 1330</box>
subhead: ਜਾਅਲੀ ਜ਼ਮਾਨਤ ਬਾਂਡ 'ਤੇ ਫਰਜ਼ੀ ਦਸਤਖ਼ਤ ਕਰਨ ਵਾਲਾ ਵੀ ਗ੍ਰਿਫ਼ਤਾਰ ਕਰਨ ਦਾ ਦਾਅਵਾ : ਐਸ.ਐਸ.ਪੀ. <box>981 1624 1148 1664</box>
article-body: ਤਰਨ ਤਾਰਨ, 9 ਜੁਲਾਈ (ਰਾਜਿੰਦਰ ਰਾਜਾ)– ਅੱਜ ਜੰਡ ਬਾਬਾ ਗੁਰਦਿੱਤ ਸਿੰਘ ਕਾਮਾਗਾਟਾ ਮਾਰੂ ਜਥੇਬੰਦੀ ਅਤੇ ਕਿਸਾਨ ਮਜ਼ਦੂਰ ਸੰਘਰਸ਼ ਕਮੇਟੀ ਦੇ ਆਗੂਆਂ ਦੀ ਅਗਵਾਈ ਹੇਠ ਪੰਜਾਬ ਸਰਕਾਰ ਦਾ ਪੁਤਲਾ ਫੂਕ ਕੇ ਜ਼ੋਰਦਾਰ ਰੋਸ ਪ੍ਰਦਰਸ਼ਨ ਕੀਤਾ ਗਿਆ। ਇਹ ਪ੍ਰਦਰਸ਼ਨ ਗੁਰਦਾਸਪੁਰ ਵਿੱਚ ਕਿਸਾਨਾਂ ਦੀਆਂ ਜ਼ਮੀਨਾਂ ਦਾ ਜਬਰੀ ਕਬਜ਼ਾ ਲੈਣ ਦੇ ਵਿਰੋਧ ਵਿੱਚ ਕੀਤਾ ਗਿਆ। ਆਗੂਆਂ ਨੇ ਕਿਹਾ ਕਿ ਸਰਕਾਰ ਵੱਲੋਂ ਲੈਂਡ ਪੂਲਿੰਗ ਨੀਤੀ ਦੇ ਨਾਂ ਹੇਠ ਕਿਸਾਨਾਂ ਦੀਆਂ ਉਪਜਾਊ ਜ਼ਮੀਨਾਂ ਹਥਿਆਉਣ ਦੀ ਕੋਸ਼ਿਸ਼ ਕੀਤੀ ਜਾ ਰਹੀ ਹੈ, ਜਿਸ ਨੂੰ ਕਿਸੇ ਵੀ ਕੀਮਤ 'ਤੇ ਬਰਦਾਸ਼ਤ ਨਹੀਂ ਕੀਤਾ ਜਾਵੇਗਾ। ਇਸ ਮੌਕੇ ਵੱਡੀ ਗਿਣਤੀ ਵਿੱਚ ਕਿਸਾਨ, ਮਜ਼ਦੂਰ ਅਤੇ ਬੀਬੀਆਂ ਹਾਜ਼ਰ ਸਨ। <box>981 191 1230 379</box>
article-theft <box>638 93 965 654</box>
photo-students-group <box>972 521 1249 712</box>
photo-officer-checking <box>16 474 319 602</box>
brand-icon <box>646 850 660 864</box>
logo-tagline: ਸੱਚ ਦਾ ਆਵਾਜ਼ <box>28 30 82 40</box>
headline: ਯੂਰੀਆ ਖਾਦ ਦੀ ਜਮ੍ਹਾਂਖੋਰੀ ਅਤੇ ਟੈਗਿੰਗ ਬਰਦਾਸ਼ਤ ਨਹੀਂ ਕੀਤੀ ਜਾਵੇਗੀ : ਮੁੱਖ ਖੇਤੀਬਾੜੀ ਅਫ਼ਸਰ <box>16 440 612 460</box>
byline: ਪੰਜਾਬ ਟਾਇਮਜ਼ ਖ਼ਬਰ <box>981 1599 1106 1620</box>
brand-icon <box>32 355 46 369</box>
headline: ਪੰਜਾਬ ਸਰਕਾਰ ਦਾ ਪੁਤਲਾ ਫੂਕਿਆ- ਗੁਰਦਾਸਪੁਰ 'ਚ ਕਿਸਾਨਾਂ ਦੀਆਂ ਜ਼ਮੀਨਾਂ ਦੇ ਮਾਮਲੇ 'ਤੇ ਰੋਸ <box>981 102 1506 142</box>
photo-caption: ਸਬ ਇੰਸਪੈਕਟਰ ਅਮਰਜੀਤ ਸਿੰਘ <box>16 921 132 933</box>
photo-foundation-plaque <box>22 1412 317 1599</box>
article-body: ਡੇਰਾ ਬਾਬਾ ਨਾਨਕ, 9 ਜੁਲਾਈ (ਕਿਰਪਾਲ ਸਿੰਘ)– ਸ਼੍ਰੋਮਣੀ ਅਕਾਲੀ ਦਲ ਵੱਲੋਂ ਹਰਸਿਮਰਤ ਸਿੰਘ ਬਾਜਵਾ ਨੂੰ ਜ਼ਿਲ੍ਹਾ ਪ੍ਰਧਾਨ ਨਿਯੁਕਤ ਕੀਤੇ ਜਾਣ 'ਤੇ ਉਨ੍ਹਾਂ ਨੇ ਆਪਣੇ ਸਾਥੀਆਂ ਸਮੇਤ ਸਾਬਕਾ ਮੰਤਰੀ ਸੁੱਚਾ ਸਿੰਘ ਲੰਗਾਹ ਨਾਲ ਮੁਲਾਕਾਤ ਕੀਤੀ। ਇਸ ਮੌਕੇ ਲੰਗਾਹ ਨੇ ਨਵੇਂ ਨਿਯੁਕਤ ਪ੍ਰਧਾਨ ਨੂੰ ਵਧਾਈ ਦਿੰਦਿਆਂ ਕਿਹਾ ਕਿ ਪਾਰਟੀ ਨੇ ਇੱਕ ਮਿਹਨਤੀ ਅਤੇ ਇਮਾਨਦਾਰ ਵਰਕਰ ਨੂੰ ਜ਼ਿੰਮੇਵਾਰੀ ਸੌਂਪੀ ਹੈ। ਬਾਜਵਾ ਨੇ ਭਰੋਸਾ ਦਿਵਾਇਆ ਕਿ ਉਹ ਪਾਰਟੀ ਨੂੰ ਹੇਠਲੇ ਪੱਧਰ ਤੱਕ ਮਜ਼ਬੂਤ ਕਰਨ ਲਈ ਦਿਨ ਰਾਤ ਇੱਕ ਕਰ ਦੇਣਗੇ। ਇਸ ਮੌਕੇ ਸਰਕਲ ਪ੍ਰਧਾਨ, ਸਰਪੰਚ ਅਤੇ ਵੱਡੀ ਗਿਣਤੀ ਵਿੱਚ ਵਰਕਰ ਹਾਜ਼ਰ ਸਨ। <box>327 1076 630 1229</box>
headline: ਲੁਟੇਰੇ ਨਕਦੀ ਅਤੇ ਮੋਬਾਇਲ ਖੋਹ ਕੇ ਹੋਏ ਫਰਾਰ-ਗੁਰਦੁਆਰਾ ਸਾਹਿਬ ਦੀ ਗੋਲਕ ਨੂੰ ਭੰਨ ਕੇ ਕੀਤੀ ਮਾਇਆ ਚੋਰੀ <box>638 93 960 154</box>
congrats-ad-2 <box>805 1793 965 1910</box>
cmyk-mark-top-right: CMYK <box>1481 9 1525 23</box>
